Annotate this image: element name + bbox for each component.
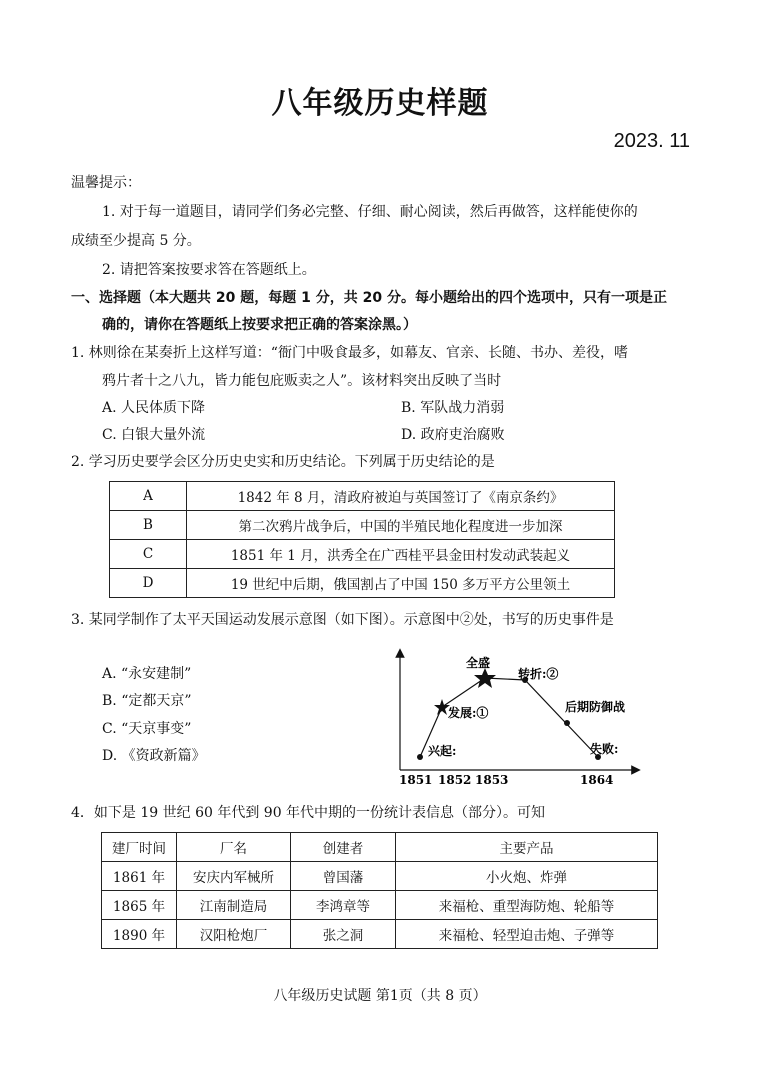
cell-year: 1890 年 [102, 920, 177, 949]
page-title: 八年级历史样题 [271, 86, 489, 121]
cell-founder: 李鸿章等 [291, 891, 396, 920]
table-row [102, 891, 658, 920]
q1-option-b: B. 军队战力消弱 [401, 400, 505, 416]
tip-1-line-2: 成绩至少提高 5 分。 [71, 233, 201, 249]
year-tick: 1852 [438, 773, 472, 785]
q2-row-text: 第二次鸦片战争后，中国的半殖民地化程度进一步加深 [187, 511, 615, 540]
label-rise: 兴起: [428, 744, 457, 758]
q1-option-c: C. 白银大量外流 [102, 427, 206, 443]
point-late-defense [564, 720, 570, 726]
col-header: 主要产品 [396, 833, 658, 862]
section-heading-line-1: 一、选择题（本大题共 20 题，每题 1 分，共 20 分。每小题给出的四个选项中，只有一项是正 [71, 290, 667, 306]
q2-stem: 2. 学习历史要学会区分历史史实和历史结论。下列属于历史结论的是 [71, 454, 495, 470]
q1-option-a: A. 人民体质下降 [102, 400, 206, 416]
table-row [102, 862, 658, 891]
cell-factory: 安庆内军械所 [177, 862, 291, 891]
section-heading-line-2: 确的，请你在答题纸上按要求把正确的答案涂黑。） [102, 317, 417, 333]
tips-heading: 温馨提示： [71, 175, 141, 191]
q2-row-key: B [110, 511, 187, 540]
cell-factory: 江南制造局 [177, 891, 291, 920]
label-development: 发展:① [448, 706, 489, 720]
table-header-row [102, 833, 658, 862]
cell-founder: 曾国藩 [291, 862, 396, 891]
q2-row-key: A [110, 482, 187, 511]
cell-products: 小火炮、炸弹 [396, 862, 658, 891]
col-header: 创建者 [291, 833, 396, 862]
table-row [110, 540, 615, 569]
table-row [110, 482, 615, 511]
q2-row-key: C [110, 540, 187, 569]
col-header: 厂名 [177, 833, 291, 862]
table-row [110, 511, 615, 540]
year-tick: 1851 [399, 773, 433, 785]
q1-stem-line-2: 鸦片者十之八九，皆力能包庇贩卖之人”。该材料突出反映了当时 [102, 373, 502, 389]
year-tick: 1864 [580, 773, 614, 785]
q2-row-text: 19 世纪中后期，俄国割占了中国 150 多万平方公里领土 [187, 569, 615, 598]
q3-option-c: C. “天京事变” [102, 721, 192, 737]
q3-option-b: B. “定都天京” [102, 693, 192, 709]
q1-stem-line-1: 1. 林则徐在某奏折上这样写道：“衙门中吸食最多，如幕友、官亲、长随、书办、差役，嗜 [71, 345, 628, 361]
tip-2: 2. 请把答案按要求答在答题纸上。 [102, 262, 316, 278]
q4-stem: 4．如下是 19 世纪 60 年代到 90 年代中期的一份统计表信息（部分）。可知 [71, 805, 546, 821]
tip-1-line-1: 1. 对于每一道题目，请同学们务必完整、仔细、耐心阅读，然后再做答，这样能使你的 [102, 204, 638, 220]
page-footer: 八年级历史试题 第1页（共 8 页） [273, 988, 487, 1004]
q2-row-text: 1842 年 8 月，清政府被迫与英国签订了《南京条约》 [187, 482, 615, 511]
table-row [102, 920, 658, 949]
cell-factory: 汉阳枪炮厂 [177, 920, 291, 949]
q2-row-key: D [110, 569, 187, 598]
q4-factory-table [101, 832, 658, 949]
cell-year: 1861 年 [102, 862, 177, 891]
year-tick: 1853 [475, 773, 509, 785]
q2-row-text: 1851 年 1 月，洪秀全在广西桂平县金田村发动武装起义 [187, 540, 615, 569]
point-rise [417, 754, 423, 760]
cell-year: 1865 年 [102, 891, 177, 920]
q3-stem: 3. 某同学制作了太平天国运动发展示意图（如下图）。示意图中②处，书写的历史事件是 [71, 612, 614, 628]
label-fail: 失败: [590, 742, 619, 756]
col-header: 建厂时间 [102, 833, 177, 862]
q3-option-a: A. “永安建制” [102, 666, 192, 682]
label-peak: 全盛 [466, 656, 491, 670]
cell-founder: 张之洞 [291, 920, 396, 949]
cell-products: 来福枪、轻型迫击炮、子弹等 [396, 920, 658, 949]
q3-option-d: D. 《资政新篇》 [102, 748, 206, 764]
cell-products: 来福枪、重型海防炮、轮船等 [396, 891, 658, 920]
q1-option-d: D. 政府吏治腐败 [401, 427, 505, 443]
taiping-development-diagram [390, 645, 650, 785]
label-late-defense: 后期防御战 [565, 700, 626, 714]
label-turn: 转折:② [518, 667, 559, 681]
exam-date: 2023. 11 [613, 130, 690, 152]
table-row [110, 569, 615, 598]
q2-options-table [109, 481, 615, 598]
